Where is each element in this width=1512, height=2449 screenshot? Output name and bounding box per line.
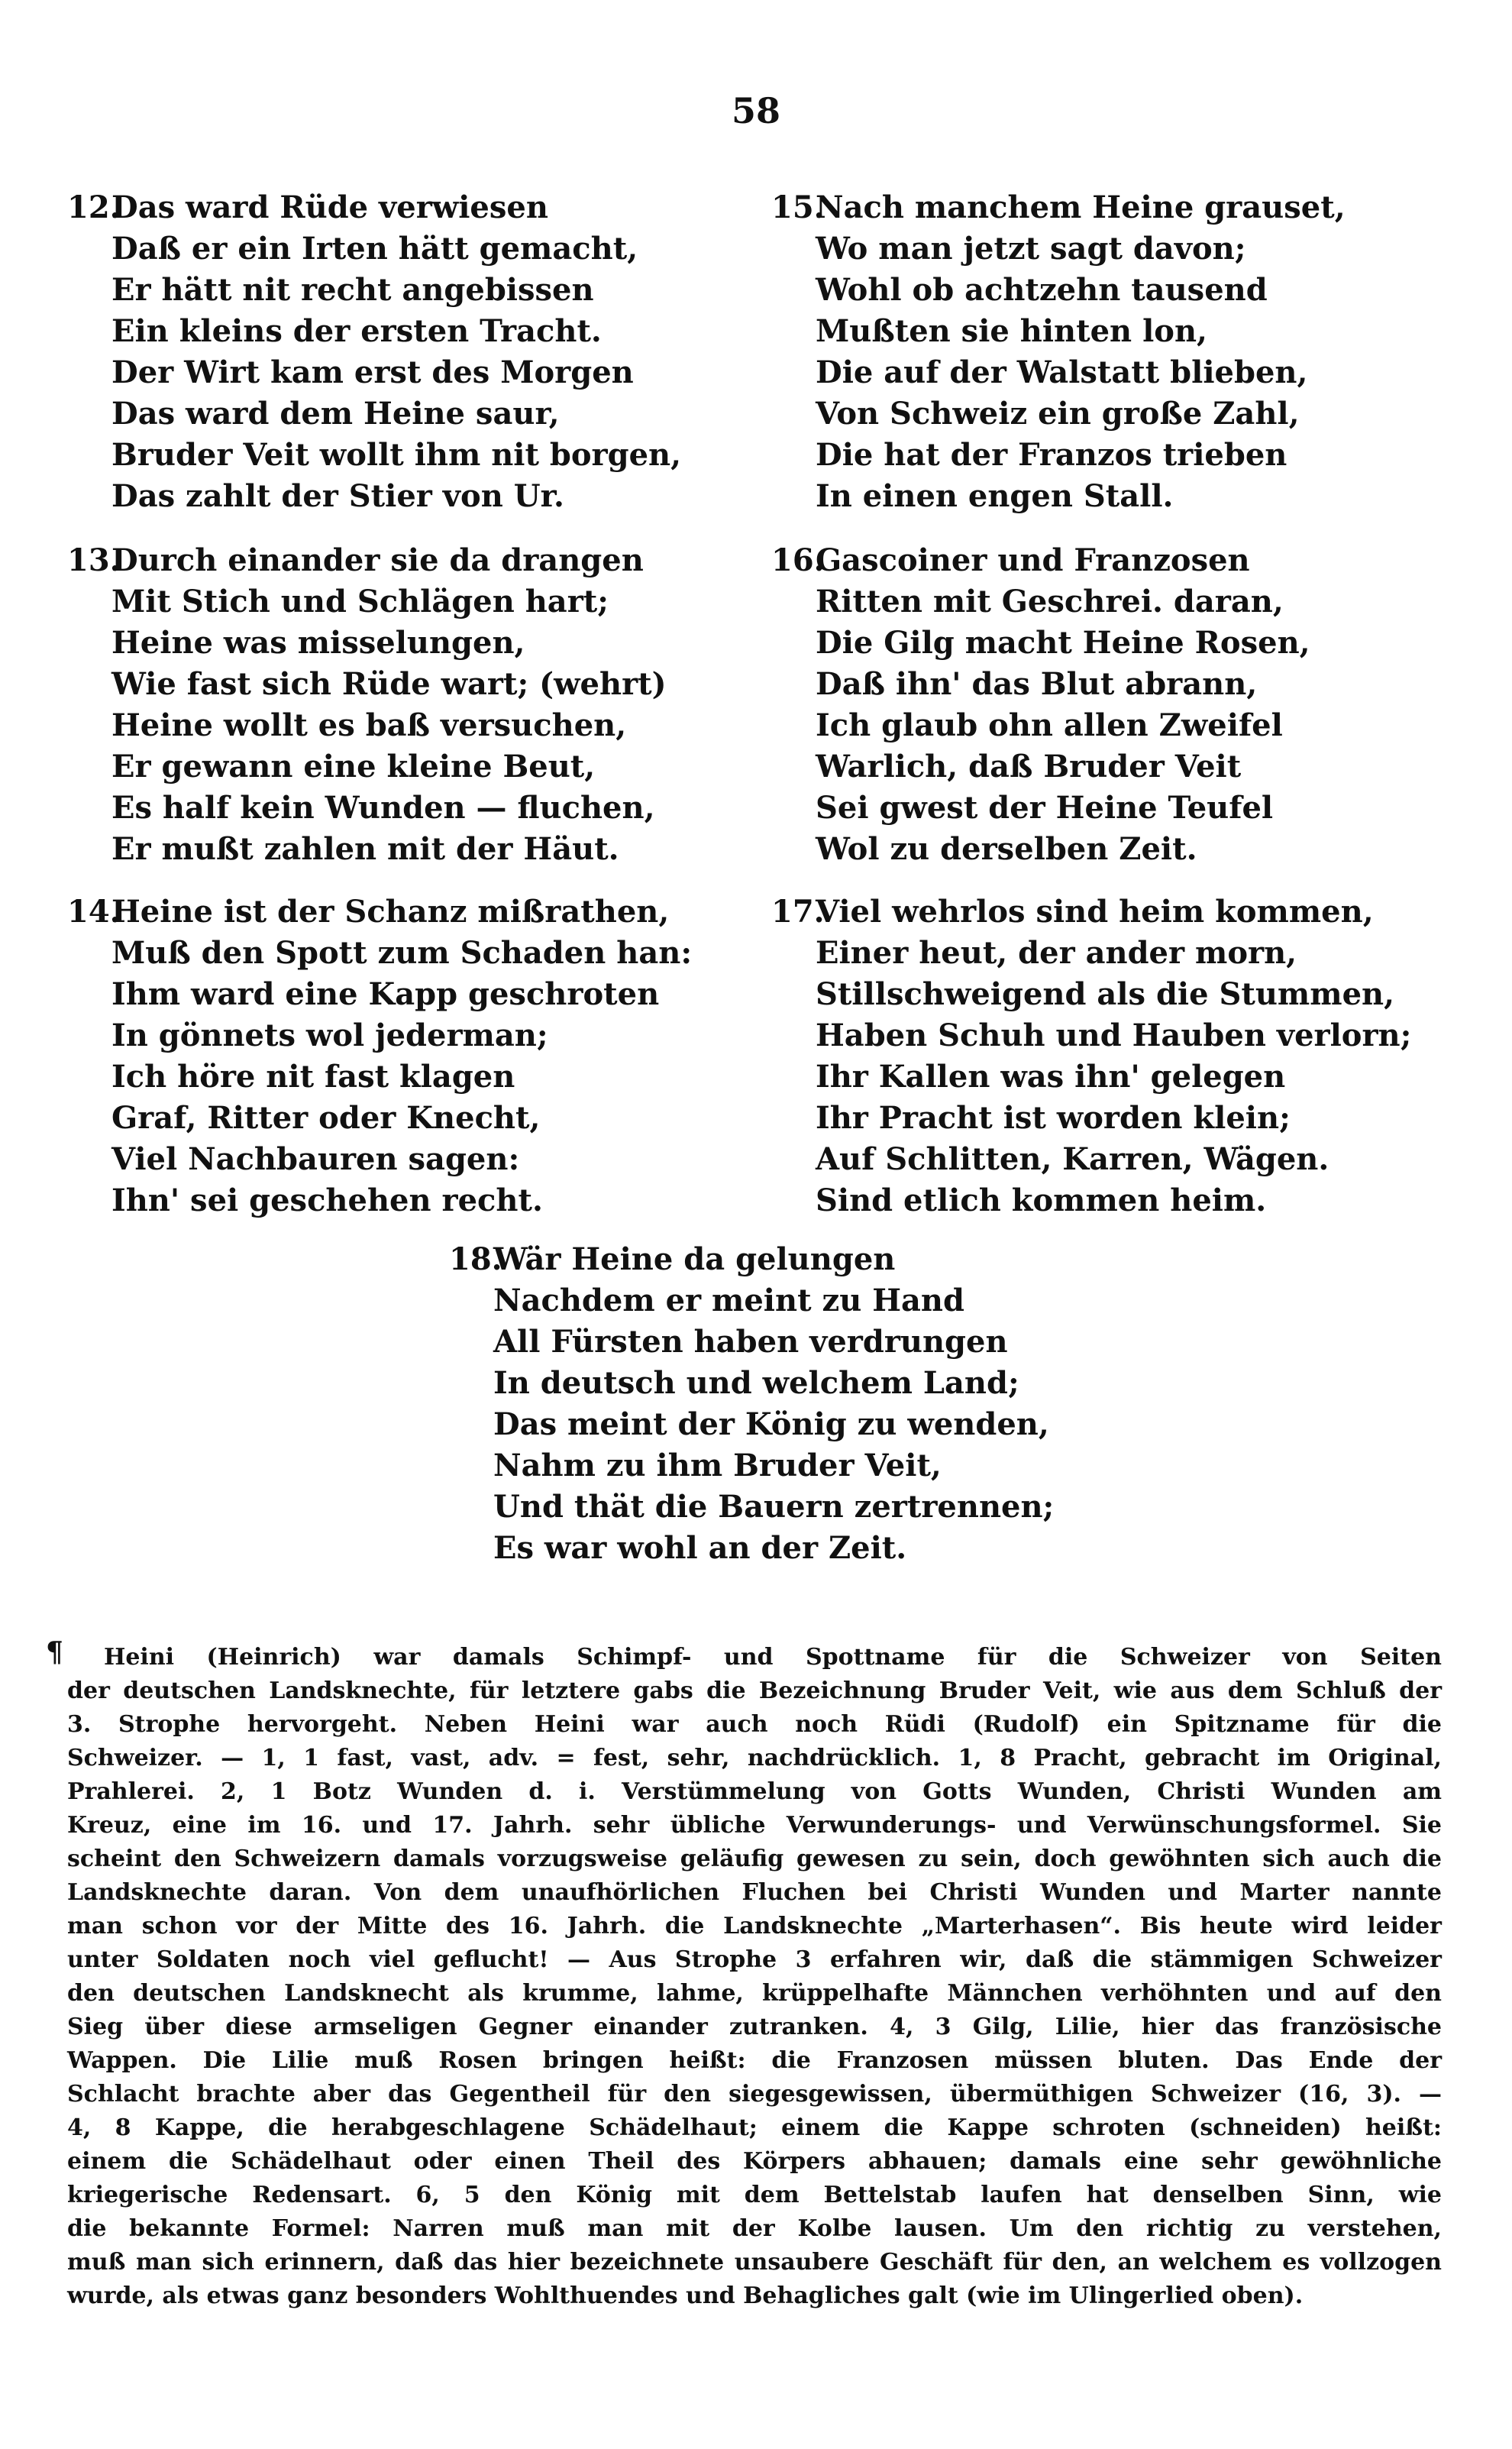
verse-line	[771, 540, 1310, 581]
verse-text: Stillschweigend als die Stummen,	[816, 976, 1395, 1012]
stanza-number: 17.	[771, 894, 825, 930]
note-line: Schweizer. — 1, 1 fast, vast, adv. = fest, sehr, nachdrücklich. 1, 8 Pracht, gebracht im Original,	[67, 1745, 1442, 1771]
verse-text: Auf Schlitten, Karren, Wägen.	[816, 1141, 1329, 1177]
stanza-number: 15.	[771, 189, 825, 225]
verse-text: Sind etlich kommen heim.	[816, 1182, 1267, 1218]
verse-text: Nach manchem Heine grauset,	[816, 189, 1346, 225]
verse-line	[771, 1180, 1411, 1221]
page-number: 58	[731, 90, 780, 131]
note-line: muß man sich erinnern, daß das hier bezeichnete unsaubere Geschäft für den, an welchem es vollzogen	[67, 2249, 1442, 2276]
note-line: Wappen. Die Lilie muß Rosen bringen heißt: die Franzosen müssen bluten. Das Ende der	[67, 2047, 1442, 2074]
verse-text: All Fürsten haben verdrungen	[493, 1324, 1008, 1360]
verse-line	[771, 270, 1346, 311]
verse-text: Das ward dem Heine saur,	[111, 396, 560, 432]
verse-line	[67, 1180, 692, 1221]
note-line: unter Soldaten noch viel geflucht! — Aus Strophe 3 erfahren wir, daß die stämmigen Schweizer	[67, 1946, 1442, 1973]
verse-text: Muß den Spott zum Schaden han:	[111, 935, 693, 971]
verse-line	[771, 1056, 1411, 1098]
verse-text: Daß ihn' das Blut abrann,	[816, 666, 1258, 702]
verse-text: Daß er ein Irten hätt gemacht,	[111, 231, 638, 267]
verse-text: Sei gwest der Heine Teufel	[816, 790, 1274, 826]
verse-line	[771, 746, 1310, 788]
verse-line	[67, 664, 667, 705]
verse-text: Ihr Pracht ist worden klein;	[816, 1100, 1291, 1136]
verse-line	[67, 746, 667, 788]
verse-text: Ihr Kallen was ihn' gelegen	[816, 1059, 1286, 1095]
verse-line	[67, 1098, 692, 1139]
note-line: scheint den Schweizern damals vorzugsweise geläufig gewesen zu sein, doch gewöhnten sich auch die	[67, 1846, 1442, 1872]
verse-line	[449, 1363, 1054, 1404]
verse-line	[771, 933, 1411, 974]
verse-line	[771, 664, 1310, 705]
verse-line	[771, 705, 1310, 746]
verse-text: Wie fast sich Rüde wart; (wehrt)	[111, 666, 667, 702]
verse-text: Ritten mit Geschrei. daran,	[816, 584, 1284, 620]
verse-text: Das meint der König zu wenden,	[493, 1406, 1049, 1442]
verse-text: Ihm ward eine Kapp geschroten	[111, 976, 660, 1012]
verse-line	[449, 1239, 1054, 1280]
verse-line	[771, 1015, 1411, 1056]
verse-line	[67, 1015, 692, 1056]
note-line: man schon vor der Mitte des 16. Jahrh. die Landsknechte „Marterhasen“. Bis heute wird leider	[67, 1913, 1442, 1939]
verse-line	[67, 788, 667, 829]
note-line: die bekannte Formel: Narren muß man mit der Kolbe lausen. Um den richtig zu verstehen,	[67, 2215, 1442, 2242]
verse-text: Viel Nachbauren sagen:	[111, 1141, 520, 1177]
note-line: Schlacht brachte aber das Gegentheil für den siegesgewissen, übermüthigen Schweizer (16, 3). —	[67, 2081, 1442, 2108]
note-line: 4, 8 Kappe, die herabgeschlagene Schädelhaut; einem die Kappe schroten (schneiden) heißt:	[67, 2114, 1442, 2141]
stanza-number: 14.	[67, 894, 121, 930]
note-line: Kreuz, eine im 16. und 17. Jahrh. sehr übliche Verwunderungs- und Verwünschungsformel. Sie	[67, 1812, 1442, 1839]
verse-line	[67, 829, 667, 870]
verse-text: Das zahlt der Stier von Ur.	[111, 478, 564, 514]
verse-text: Warlich, daß Bruder Veit	[816, 749, 1242, 785]
verse-line	[67, 393, 681, 435]
verse-line	[67, 891, 692, 933]
verse-text: Nachdem er meint zu Hand	[493, 1283, 964, 1318]
stanza-17	[771, 891, 1411, 1221]
verse-text: Einer heut, der ander morn,	[816, 935, 1297, 971]
verse-text: Ich höre nit fast klagen	[111, 1059, 515, 1095]
verse-text: Das ward Rüde verwiesen	[111, 189, 548, 225]
verse-text: Durch einander sie da drangen	[111, 542, 644, 578]
verse-line	[449, 1528, 1054, 1569]
stanza-number: 16.	[771, 542, 825, 578]
verse-line	[67, 352, 681, 393]
verse-text: Heine wollt es baß versuchen,	[111, 707, 627, 743]
verse-line	[449, 1404, 1054, 1445]
stanza-16	[771, 540, 1310, 870]
verse-line	[67, 311, 681, 352]
verse-text: Heine ist der Schanz mißrathen,	[111, 894, 670, 930]
verse-line	[771, 393, 1346, 435]
verse-line	[67, 974, 692, 1015]
verse-line	[771, 829, 1310, 870]
verse-text: Es half kein Wunden — fluchen,	[111, 790, 655, 826]
note-line: 3. Strophe hervorgeht. Neben Heini war auch noch Rüdi (Rudolf) ein Spitzname für die	[67, 1711, 1442, 1738]
verse-text: Er mußt zahlen mit der Häut.	[111, 831, 619, 867]
verse-text: Der Wirt kam erst des Morgen	[111, 354, 634, 390]
verse-line	[67, 476, 681, 517]
note-line: einem die Schädelhaut oder einen Theil des Körpers abhauen; damals eine sehr gewöhnliche	[67, 2148, 1442, 2175]
verse-text: Die Gilg macht Heine Rosen,	[816, 625, 1310, 661]
stanza-18	[449, 1239, 1054, 1569]
note-line: den deutschen Landsknecht als krumme, lahme, krüppelhafte Männchen verhöhnten und auf den	[67, 1980, 1442, 2007]
verse-line	[771, 788, 1310, 829]
verse-text: Es war wohl an der Zeit.	[493, 1530, 907, 1566]
verse-line	[771, 891, 1411, 933]
verse-text: Ein kleins der ersten Tracht.	[111, 313, 602, 349]
verse-text: Und thät die Bauern zertrennen;	[493, 1489, 1055, 1525]
verse-text: Er hätt nit recht angebissen	[111, 272, 594, 308]
stanza-number: 13.	[67, 542, 121, 578]
stanza-15	[771, 187, 1346, 517]
note-line: Sieg über diese armseligen Gegner einander zutranken. 4, 3 Gilg, Lilie, hier das französische	[67, 2014, 1442, 2040]
verse-line	[67, 228, 681, 270]
note-line: der deutschen Landsknechte, für letztere gabs die Bezeichnung Bruder Veit, wie aus dem Schluß der	[67, 1677, 1442, 1704]
verse-line	[67, 1056, 692, 1098]
verse-text: Ich glaub ohn allen Zweifel	[816, 707, 1283, 743]
verse-line	[449, 1445, 1054, 1487]
stanza-number: 18.	[449, 1241, 502, 1277]
verse-text: In deutsch und welchem Land;	[493, 1365, 1019, 1401]
verse-text: Gascoiner und Franzosen	[816, 542, 1250, 578]
verse-text: Die auf der Walstatt blieben,	[816, 354, 1308, 390]
note-line: kriegerische Redensart. 6, 5 den König mit dem Bettelstab laufen hat denselben Sinn, wie	[67, 2182, 1442, 2208]
verse-line	[771, 476, 1346, 517]
stanza-14	[67, 891, 692, 1221]
verse-text: Die hat der Franzos trieben	[816, 437, 1287, 473]
verse-line	[771, 581, 1310, 623]
note-line: Prahlerei. 2, 1 Botz Wunden d. i. Verstümmelung von Gotts Wunden, Christi Wunden am	[67, 1778, 1442, 1805]
verse-text: Ihn' sei geschehen recht.	[111, 1182, 543, 1218]
verse-text: Graf, Ritter oder Knecht,	[111, 1100, 541, 1136]
verse-line	[67, 705, 667, 746]
note-line: Landsknechte daran. Von dem unaufhörlichen Fluchen bei Christi Wunden und Marter nannte	[67, 1879, 1442, 1906]
verse-line	[67, 187, 681, 228]
verse-text: Viel wehrlos sind heim kommen,	[816, 894, 1374, 930]
stanza-13	[67, 540, 667, 870]
verse-line	[771, 1139, 1411, 1180]
note-line: wurde, als etwas ganz besonders Wohlthuendes und Behagliches galt (wie im Ulingerlied oben).	[67, 2282, 1304, 2309]
verse-line	[67, 581, 667, 623]
verse-line	[449, 1280, 1054, 1322]
verse-text: Bruder Veit wollt ihm nit borgen,	[111, 437, 682, 473]
verse-line	[771, 311, 1346, 352]
verse-line	[67, 933, 692, 974]
verse-line	[771, 187, 1346, 228]
verse-line	[67, 623, 667, 664]
verse-text: Wohl ob achtzehn tausend	[816, 272, 1268, 308]
verse-line	[771, 228, 1346, 270]
verse-line	[771, 352, 1346, 393]
verse-text: Von Schweiz ein große Zahl,	[816, 396, 1300, 432]
verse-line	[771, 974, 1411, 1015]
verse-line	[449, 1487, 1054, 1528]
verse-text: Wol zu derselben Zeit.	[816, 831, 1197, 867]
verse-line	[67, 540, 667, 581]
verse-line	[67, 1139, 692, 1180]
verse-line	[67, 270, 681, 311]
stanza-12	[67, 187, 681, 517]
note-line: Heini (Heinrich) war damals Schimpf- und Spottname für die Schweizer von Seiten	[104, 1644, 1442, 1671]
verse-text: Wo man jetzt sagt davon;	[816, 231, 1246, 267]
verse-text: In einen engen Stall.	[816, 478, 1174, 514]
verse-line	[771, 435, 1346, 476]
verse-line	[449, 1322, 1054, 1363]
verse-text: Mußten sie hinten lon,	[816, 313, 1207, 349]
verse-line	[771, 623, 1310, 664]
verse-text: Heine was misselungen,	[111, 625, 525, 661]
verse-text: Haben Schuh und Hauben verlorn;	[816, 1017, 1412, 1053]
verse-line	[67, 435, 681, 476]
verse-text: Wär Heine da gelungen	[493, 1241, 896, 1277]
verse-line	[771, 1098, 1411, 1139]
verse-text: In gönnets wol jederman;	[111, 1017, 548, 1053]
pilcrow-mark: ¶	[46, 1636, 63, 1668]
verse-text: Er gewann eine kleine Beut,	[111, 749, 596, 785]
verse-text: Mit Stich und Schlägen hart;	[111, 584, 609, 620]
verse-text: Nahm zu ihm Bruder Veit,	[493, 1448, 942, 1483]
stanza-number: 12.	[67, 189, 121, 225]
commentary-notes	[67, 1641, 1442, 2313]
